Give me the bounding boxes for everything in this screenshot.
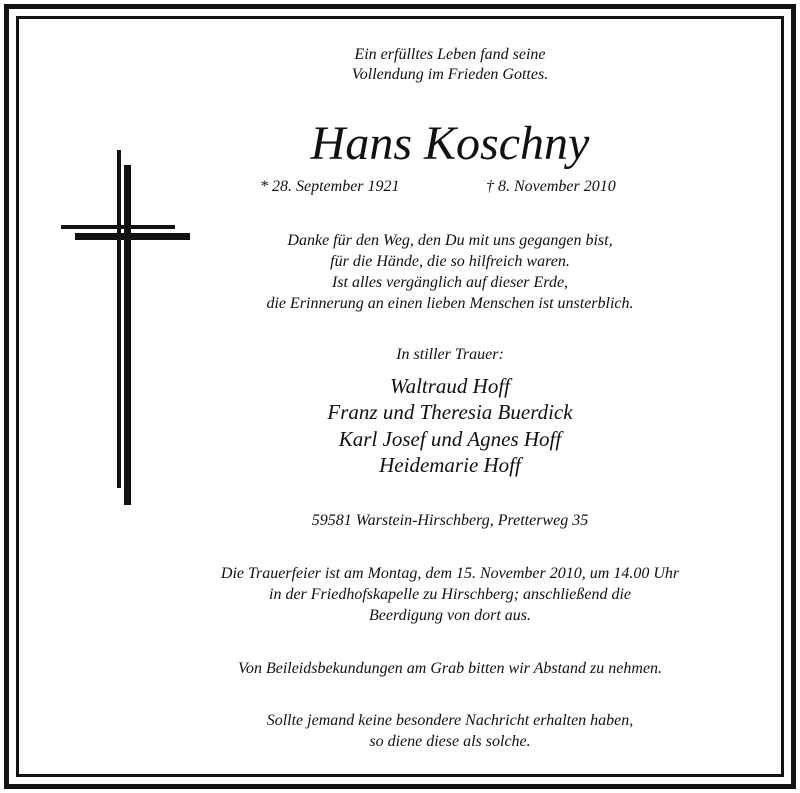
funeral-line-2: in der Friedhofskapelle zu Hirschberg; anschließend die bbox=[269, 586, 631, 603]
address: 59581 Warstein-Hirschberg, Pretterweg 35 bbox=[311, 512, 589, 529]
poem-line-4: die Erinnerung an einen lieben Menschen ist unsterblich. bbox=[266, 295, 634, 312]
birth-date: * 28. September 1921 bbox=[260, 178, 400, 195]
funeral-line-1: Die Trauerfeier ist am Montag, dem 15. November 2010, um 14.00 Uhr bbox=[220, 565, 680, 582]
death-date: † 8. November 2010 bbox=[486, 178, 616, 195]
intro-line-1: Ein erfülltes Leben fand seine bbox=[354, 46, 546, 63]
funeral-line-3: Beerdigung von dort aus. bbox=[368, 607, 532, 624]
mourner-2: Franz und Theresia Buerdick bbox=[327, 400, 573, 424]
mourner-4: Heidemarie Hoff bbox=[379, 453, 521, 477]
intro-line-2: Vollendung im Frieden Gottes. bbox=[351, 66, 549, 83]
condolence-note: Von Beileidsbekundungen am Grab bitten wir Abstand zu nehmen. bbox=[237, 660, 663, 677]
closing-line-1: Sollte jemand keine besondere Nachricht erhalten haben, bbox=[266, 712, 634, 729]
mourner-3: Karl Josef und Agnes Hoff bbox=[338, 427, 562, 451]
poem-line-1: Danke für den Weg, den Du mit uns gegangen bist, bbox=[287, 232, 613, 249]
closing-line-2: so diene diese als solche. bbox=[369, 733, 531, 750]
deceased-name: Hans Koschny bbox=[310, 117, 590, 170]
poem-line-3: Ist alles vergänglich auf dieser Erde, bbox=[331, 274, 569, 291]
poem-line-2: für die Hände, die so hilfreich waren. bbox=[330, 253, 570, 270]
mourning-heading: In stiller Trauer: bbox=[396, 346, 504, 363]
mourner-1: Waltraud Hoff bbox=[390, 374, 510, 398]
